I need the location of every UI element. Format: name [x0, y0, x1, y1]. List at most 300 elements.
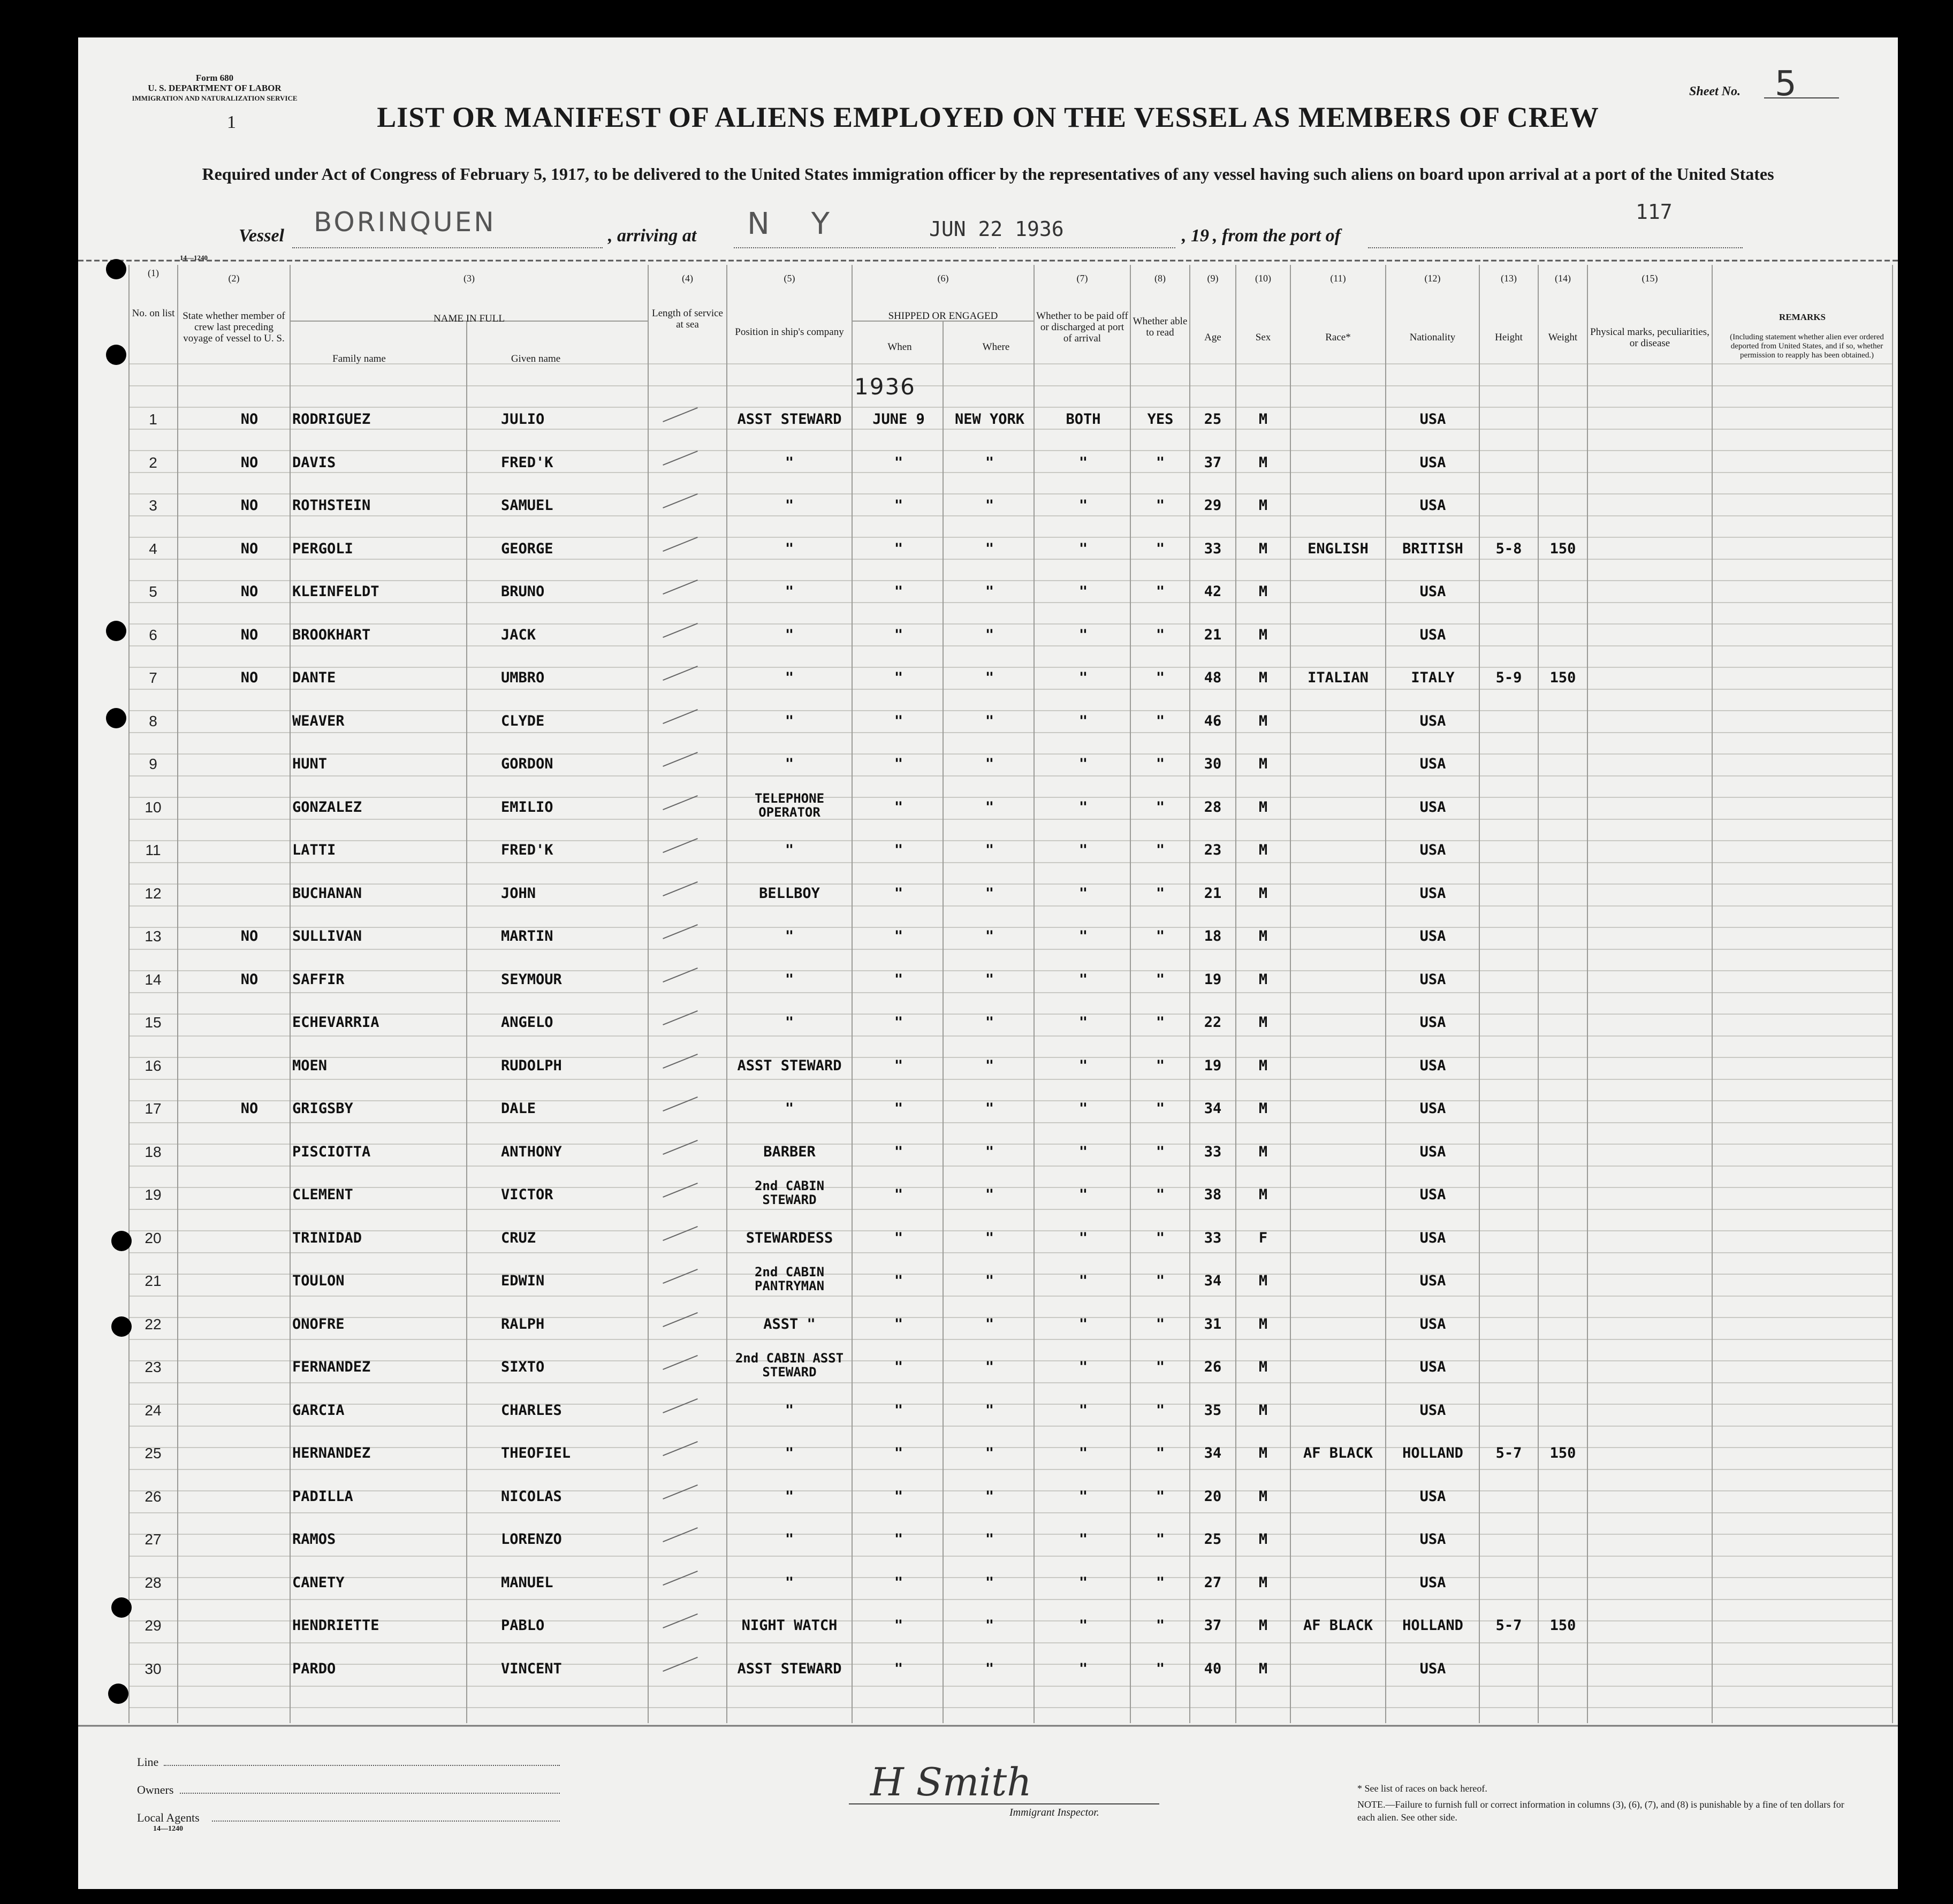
row-number: 5 — [149, 583, 157, 600]
cell-pos: ASST STEWARD — [737, 1057, 842, 1074]
cell-read: " — [1156, 1445, 1165, 1461]
cell-family: HENDRIETTE — [292, 1617, 379, 1634]
cell-paid: " — [1078, 1488, 1088, 1505]
cell-read: " — [1156, 1531, 1165, 1548]
cell-age: 27 — [1204, 1574, 1222, 1591]
cell-pos: " — [785, 1574, 794, 1591]
cell-age: 37 — [1204, 1617, 1222, 1634]
cell-pos: TELEPHONE OPERATOR — [754, 790, 825, 820]
cell-height: 5-7 — [1495, 1617, 1522, 1634]
cell-sex: M — [1258, 497, 1268, 514]
cell-read: " — [1156, 712, 1165, 729]
row-number: 30 — [145, 1660, 162, 1677]
column-number: (9) — [1207, 273, 1219, 284]
cell-read: " — [1156, 1057, 1165, 1074]
cell-read: " — [1156, 454, 1165, 471]
cell-read: " — [1156, 1143, 1165, 1160]
cell-paid: " — [1078, 669, 1088, 686]
cell-weight: 150 — [1549, 1445, 1576, 1461]
cell-pos: STEWARDESS — [746, 1229, 833, 1246]
column-heading: Weight — [1548, 332, 1578, 343]
form-code-top: 14—1240 — [180, 254, 208, 262]
subhead-given-name: Given name — [511, 353, 561, 364]
cell-given: CLYDE — [501, 712, 545, 729]
cell-nat: USA — [1419, 1531, 1446, 1548]
service-name: IMMIGRATION AND NATURALIZATION SERVICE — [132, 94, 298, 102]
cell-when: " — [894, 712, 903, 729]
cell-paid: " — [1078, 798, 1088, 816]
cell-paid: " — [1078, 540, 1088, 557]
cell-sex: M — [1258, 1660, 1268, 1677]
cell-prev: NO — [240, 669, 259, 686]
cell-where: " — [985, 583, 994, 600]
cell-nat: USA — [1419, 1488, 1446, 1505]
cell-prev: NO — [240, 411, 259, 428]
cell-age: 34 — [1204, 1445, 1222, 1461]
cell-read: " — [1156, 1273, 1165, 1289]
cell-read: " — [1156, 756, 1165, 772]
cell-given: CHARLES — [501, 1402, 562, 1419]
cell-when: " — [894, 1531, 903, 1548]
cell-height: 5-9 — [1495, 669, 1522, 686]
cell-given: ANGELO — [501, 1014, 553, 1031]
cell-nat: USA — [1419, 626, 1446, 643]
corner-mark: 1 — [227, 112, 236, 132]
column-heading: No. on list — [132, 308, 175, 319]
cell-age: 42 — [1204, 583, 1222, 600]
cell-when: " — [894, 540, 903, 557]
punch-hole — [111, 1316, 132, 1337]
cell-nat: USA — [1419, 454, 1446, 471]
cell-pos: " — [785, 669, 794, 686]
cell-when: " — [894, 669, 903, 686]
column-heading: NAME IN FULL — [434, 313, 505, 324]
sheet-label: Sheet No. — [1689, 85, 1741, 98]
cell-given: RALPH — [501, 1315, 545, 1332]
cell-given: UMBRO — [501, 669, 545, 686]
cell-nat: USA — [1419, 411, 1446, 428]
cell-paid: " — [1078, 756, 1088, 772]
cell-pos: " — [785, 1402, 794, 1419]
cell-read: " — [1156, 1617, 1165, 1634]
cell-sex: M — [1258, 411, 1268, 428]
cell-when: " — [894, 497, 903, 514]
cell-nat: USA — [1419, 756, 1446, 772]
cell-family: TOULON — [292, 1273, 345, 1289]
cell-where: " — [985, 1574, 994, 1591]
cell-sex: M — [1258, 1315, 1268, 1332]
row-number: 9 — [149, 756, 157, 772]
cell-sex: M — [1258, 626, 1268, 643]
column-heading: State whether member of crew last preceding voyage of vessel to U. S. — [183, 310, 285, 344]
cell-weight: 150 — [1549, 540, 1576, 557]
row-number: 10 — [145, 798, 162, 816]
cell-family: RAMOS — [292, 1531, 336, 1548]
cell-nat: USA — [1419, 798, 1446, 816]
cell-when: " — [894, 798, 903, 816]
cell-paid: " — [1078, 1014, 1088, 1031]
cell-where: " — [985, 1445, 994, 1461]
cell-where: " — [985, 1143, 994, 1160]
cell-age: 25 — [1204, 1531, 1222, 1548]
cell-read: " — [1156, 1359, 1165, 1375]
cell-family: PARDO — [292, 1660, 336, 1677]
cell-given: ANTHONY — [501, 1143, 562, 1160]
cell-age: 33 — [1204, 1143, 1222, 1160]
cell-given: NICOLAS — [501, 1488, 562, 1505]
column-heading: REMARKS — [1779, 312, 1826, 322]
cell-read: " — [1156, 626, 1165, 643]
cell-where: " — [985, 928, 994, 945]
cell-age: 48 — [1204, 669, 1222, 686]
cell-read: " — [1156, 1229, 1165, 1246]
cell-where: " — [985, 1531, 994, 1548]
cell-nat: USA — [1419, 971, 1446, 988]
punch-hole — [106, 621, 126, 641]
cell-read: " — [1156, 1100, 1165, 1117]
cell-nat: USA — [1419, 1014, 1446, 1031]
cell-pos: BARBER — [763, 1143, 816, 1160]
cell-read: " — [1156, 842, 1165, 858]
cell-family: CLEMENT — [292, 1186, 353, 1203]
cell-nat: USA — [1419, 1100, 1446, 1117]
cell-given: SAMUEL — [501, 497, 553, 514]
remarks-note: (Including statement whether alien ever ordered deported from United States, and if so, whether permission to reapply has been obtained.) — [1730, 333, 1884, 360]
cell-given: EMILIO — [501, 798, 553, 816]
row-number: 24 — [145, 1402, 162, 1419]
number-stamp: 117 — [1636, 200, 1673, 224]
cell-prev: NO — [240, 971, 259, 988]
column-number: (7) — [1076, 273, 1088, 284]
column-number: (6) — [937, 273, 949, 284]
row-number: 13 — [145, 928, 162, 945]
cell-read: " — [1156, 669, 1165, 686]
cell-where: " — [985, 1660, 994, 1677]
cell-pos: " — [785, 1445, 794, 1461]
cell-when: " — [894, 756, 903, 772]
column-heading: Position in ship's company — [735, 326, 844, 338]
cell-age: 31 — [1204, 1315, 1222, 1332]
punch-hole — [111, 1597, 132, 1618]
row-number: 15 — [145, 1014, 162, 1031]
cell-pos: 2nd CABIN ASST STEWARD — [735, 1351, 844, 1380]
cell-when: " — [894, 1359, 903, 1375]
cell-when: " — [894, 885, 903, 902]
column-heading: Physical marks, peculiarities, or disease — [1590, 326, 1709, 349]
cell-age: 34 — [1204, 1100, 1222, 1117]
cell-prev: NO — [240, 583, 259, 600]
line-label: Line — [137, 1755, 159, 1769]
cell-pos: 2nd CABIN PANTRYMAN — [754, 1265, 825, 1293]
column-heading: Height — [1495, 332, 1523, 343]
cell-where: " — [985, 1186, 994, 1203]
cell-where: " — [985, 669, 994, 686]
cell-nat: USA — [1419, 712, 1446, 729]
cell-when: " — [894, 842, 903, 858]
cell-read: " — [1156, 1660, 1165, 1677]
cell-given: VICTOR — [501, 1186, 553, 1203]
cell-given: FRED'K — [501, 842, 553, 858]
cell-where: " — [985, 626, 994, 643]
cell-race: ENGLISH — [1308, 540, 1369, 557]
department: U. S. DEPARTMENT OF LABOR — [148, 83, 282, 93]
cell-family: CANETY — [292, 1574, 345, 1591]
cell-sex: M — [1258, 971, 1268, 988]
cell-sex: M — [1258, 1186, 1268, 1203]
cell-read: " — [1156, 1186, 1165, 1203]
vessel-name: BORINQUEN — [314, 207, 496, 238]
punch-hole — [106, 345, 126, 365]
cell-when: " — [894, 1617, 903, 1634]
row-number: 6 — [149, 626, 157, 643]
cell-family: BUCHANAN — [292, 885, 362, 902]
cell-sex: M — [1258, 1273, 1268, 1289]
cell-age: 18 — [1204, 928, 1222, 945]
column-heading: Sex — [1255, 332, 1271, 343]
cell-sex: M — [1258, 540, 1268, 557]
cell-nat: USA — [1419, 1315, 1446, 1332]
year-note: 1936 — [854, 374, 916, 400]
cell-family: KLEINFELDT — [292, 583, 379, 600]
cell-given: BRUNO — [501, 583, 545, 600]
cell-paid: " — [1078, 712, 1088, 729]
column-heading: SHIPPED OR ENGAGED — [888, 310, 998, 322]
cell-pos: ASST " — [763, 1315, 816, 1332]
cell-pos: " — [785, 626, 794, 643]
cell-pos: " — [785, 1014, 794, 1031]
row-number: 14 — [145, 971, 162, 988]
cell-sex: M — [1258, 1402, 1268, 1419]
cell-pos: BELLBOY — [759, 885, 820, 902]
cell-age: 38 — [1204, 1186, 1222, 1203]
cell-sex: M — [1258, 583, 1268, 600]
row-number: 28 — [145, 1574, 162, 1591]
cell-when: " — [894, 1488, 903, 1505]
row-number: 19 — [145, 1186, 162, 1203]
cell-paid: " — [1078, 885, 1088, 902]
cell-paid: " — [1078, 971, 1088, 988]
arriving-label: , arriving at — [608, 226, 697, 246]
punch-hole — [111, 1231, 132, 1251]
cell-sex: M — [1258, 1014, 1268, 1031]
cell-prev: NO — [240, 928, 259, 945]
cell-family: BROOKHART — [292, 626, 371, 643]
cell-age: 23 — [1204, 842, 1222, 858]
cell-paid: " — [1078, 1531, 1088, 1548]
cell-where: " — [985, 1014, 994, 1031]
cell-nat: USA — [1419, 1574, 1446, 1591]
agents-label: Local Agents — [137, 1811, 200, 1824]
cell-family: ONOFRE — [292, 1315, 345, 1332]
subhead-where: Where — [982, 341, 1010, 353]
cell-where: " — [985, 1488, 994, 1505]
cell-read: YES — [1147, 411, 1174, 428]
cell-family: DANTE — [292, 669, 336, 686]
cell-nat: USA — [1419, 1359, 1446, 1375]
cell-nat: BRITISH — [1402, 540, 1463, 557]
cell-family: GONZALEZ — [292, 798, 362, 816]
cell-where: " — [985, 842, 994, 858]
row-number: 11 — [145, 842, 161, 858]
row-number: 3 — [149, 497, 157, 514]
subhead-family-name: Family name — [332, 353, 386, 364]
cell-paid: " — [1078, 1273, 1088, 1289]
cell-read: " — [1156, 540, 1165, 557]
cell-sex: M — [1258, 1574, 1268, 1591]
cell-sex: M — [1258, 1617, 1268, 1634]
cell-nat: USA — [1419, 928, 1446, 945]
cell-given: PABLO — [501, 1617, 545, 1634]
cell-paid: " — [1078, 454, 1088, 471]
cell-nat: USA — [1419, 1273, 1446, 1289]
cell-where: " — [985, 1359, 994, 1375]
cell-read: " — [1156, 1488, 1165, 1505]
cell-nat: USA — [1419, 842, 1446, 858]
cell-when: " — [894, 1143, 903, 1160]
inspector-signature: H Smith — [870, 1760, 1032, 1804]
cell-nat: USA — [1419, 1057, 1446, 1074]
cell-age: 22 — [1204, 1014, 1222, 1031]
row-number: 17 — [145, 1100, 162, 1117]
cell-sex: M — [1258, 1445, 1268, 1461]
from-port-label: , from the port of — [1213, 226, 1341, 246]
cell-sex: M — [1258, 1057, 1268, 1074]
cell-pos: " — [785, 928, 794, 945]
cell-age: 33 — [1204, 540, 1222, 557]
row-number: 21 — [145, 1273, 162, 1289]
cell-where: " — [985, 454, 994, 471]
cell-paid: " — [1078, 1402, 1088, 1419]
cell-prev: NO — [240, 540, 259, 557]
cell-race: AF BLACK — [1303, 1617, 1373, 1634]
cell-when: " — [894, 1315, 903, 1332]
cell-sex: M — [1258, 928, 1268, 945]
cell-height: 5-7 — [1495, 1445, 1522, 1461]
row-number: 26 — [145, 1488, 162, 1505]
cell-prev: NO — [240, 1100, 259, 1117]
cell-pos: " — [785, 756, 794, 772]
cell-pos: ASST STEWARD — [737, 411, 842, 428]
cell-pos: " — [785, 583, 794, 600]
cell-where: NEW YORK — [954, 411, 1025, 428]
cell-paid: " — [1078, 1100, 1088, 1117]
cell-nat: USA — [1419, 1186, 1446, 1203]
column-number: (13) — [1501, 273, 1517, 284]
punch-hole — [106, 708, 126, 728]
punch-hole — [108, 1684, 128, 1704]
punch-hole — [106, 259, 126, 279]
cell-paid: " — [1078, 1186, 1088, 1203]
cell-prev: NO — [240, 454, 259, 471]
column-heading: Age — [1204, 332, 1221, 343]
penalty-note: NOTE.—Failure to furnish full or correct information in columns (3), (6), (7), and (8) is punishable by a fine of ten dollars for each alien. See other side. — [1357, 1799, 1844, 1823]
cell-sex: M — [1258, 842, 1268, 858]
cell-sex: M — [1258, 454, 1268, 471]
cell-pos: " — [785, 712, 794, 729]
cell-when: " — [894, 1660, 903, 1677]
cell-age: 46 — [1204, 712, 1222, 729]
cell-read: " — [1156, 798, 1165, 816]
cell-pos: " — [785, 1100, 794, 1117]
cell-family: RODRIGUEZ — [292, 411, 371, 428]
cell-when: " — [894, 928, 903, 945]
cell-paid: " — [1078, 583, 1088, 600]
cell-read: " — [1156, 1402, 1165, 1419]
cell-sex: M — [1258, 1359, 1268, 1375]
row-number: 23 — [145, 1359, 162, 1375]
cell-given: JACK — [501, 626, 536, 643]
column-heading: Whether able to read — [1133, 316, 1188, 338]
cell-read: " — [1156, 497, 1165, 514]
cell-given: GORDON — [501, 756, 553, 772]
cell-where: " — [985, 1617, 994, 1634]
cell-paid: " — [1078, 1057, 1088, 1074]
cell-when: " — [894, 1014, 903, 1031]
cell-nat: ITALY — [1411, 669, 1455, 686]
row-number: 7 — [149, 669, 157, 686]
cell-sex: M — [1258, 712, 1268, 729]
cell-family: ROTHSTEIN — [292, 497, 371, 514]
cell-age: 34 — [1204, 1273, 1222, 1289]
cell-where: " — [985, 497, 994, 514]
cell-sex: M — [1258, 1488, 1268, 1505]
cell-height: 5-8 — [1495, 540, 1522, 557]
cell-when: " — [894, 1100, 903, 1117]
cell-prev: NO — [240, 626, 259, 643]
subhead-when: When — [887, 341, 912, 353]
cell-read: " — [1156, 1574, 1165, 1591]
column-heading: Race* — [1325, 332, 1351, 343]
cell-given: JOHN — [501, 885, 536, 902]
cell-when: " — [894, 1057, 903, 1074]
cell-given: MANUEL — [501, 1574, 553, 1591]
column-number: (2) — [228, 273, 240, 284]
cell-family: SULLIVAN — [292, 928, 362, 945]
cell-where: " — [985, 1057, 994, 1074]
cell-family: HERNANDEZ — [292, 1445, 371, 1461]
cell-when: " — [894, 1186, 903, 1203]
cell-where: " — [985, 1229, 994, 1246]
column-number: (15) — [1642, 273, 1658, 284]
column-number: (12) — [1424, 273, 1441, 284]
cell-pos: " — [785, 454, 794, 471]
cell-given: SIXTO — [501, 1359, 545, 1375]
cell-family: HUNT — [292, 756, 328, 772]
cell-age: 37 — [1204, 454, 1222, 471]
cell-age: 30 — [1204, 756, 1222, 772]
row-number: 12 — [145, 885, 162, 902]
cell-when: " — [894, 1445, 903, 1461]
cell-when: " — [894, 1229, 903, 1246]
row-number: 29 — [145, 1617, 162, 1634]
cell-age: 35 — [1204, 1402, 1222, 1419]
column-heading: Whether to be paid off or discharged at port of arrival — [1036, 310, 1128, 344]
inspector-label: Immigrant Inspector. — [1009, 1807, 1099, 1818]
cell-when: " — [894, 971, 903, 988]
cell-sex: M — [1258, 1143, 1268, 1160]
cell-given: GEORGE — [501, 540, 553, 557]
cell-race: ITALIAN — [1308, 669, 1369, 686]
cell-paid: " — [1078, 497, 1088, 514]
cell-pos: " — [785, 497, 794, 514]
cell-pos: " — [785, 971, 794, 988]
row-number: 25 — [145, 1445, 162, 1461]
cell-sex: M — [1258, 1100, 1268, 1117]
cell-family: GRIGSBY — [292, 1100, 353, 1117]
cell-paid: " — [1078, 1445, 1088, 1461]
cell-given: FRED'K — [501, 454, 553, 471]
cell-when: " — [894, 1402, 903, 1419]
